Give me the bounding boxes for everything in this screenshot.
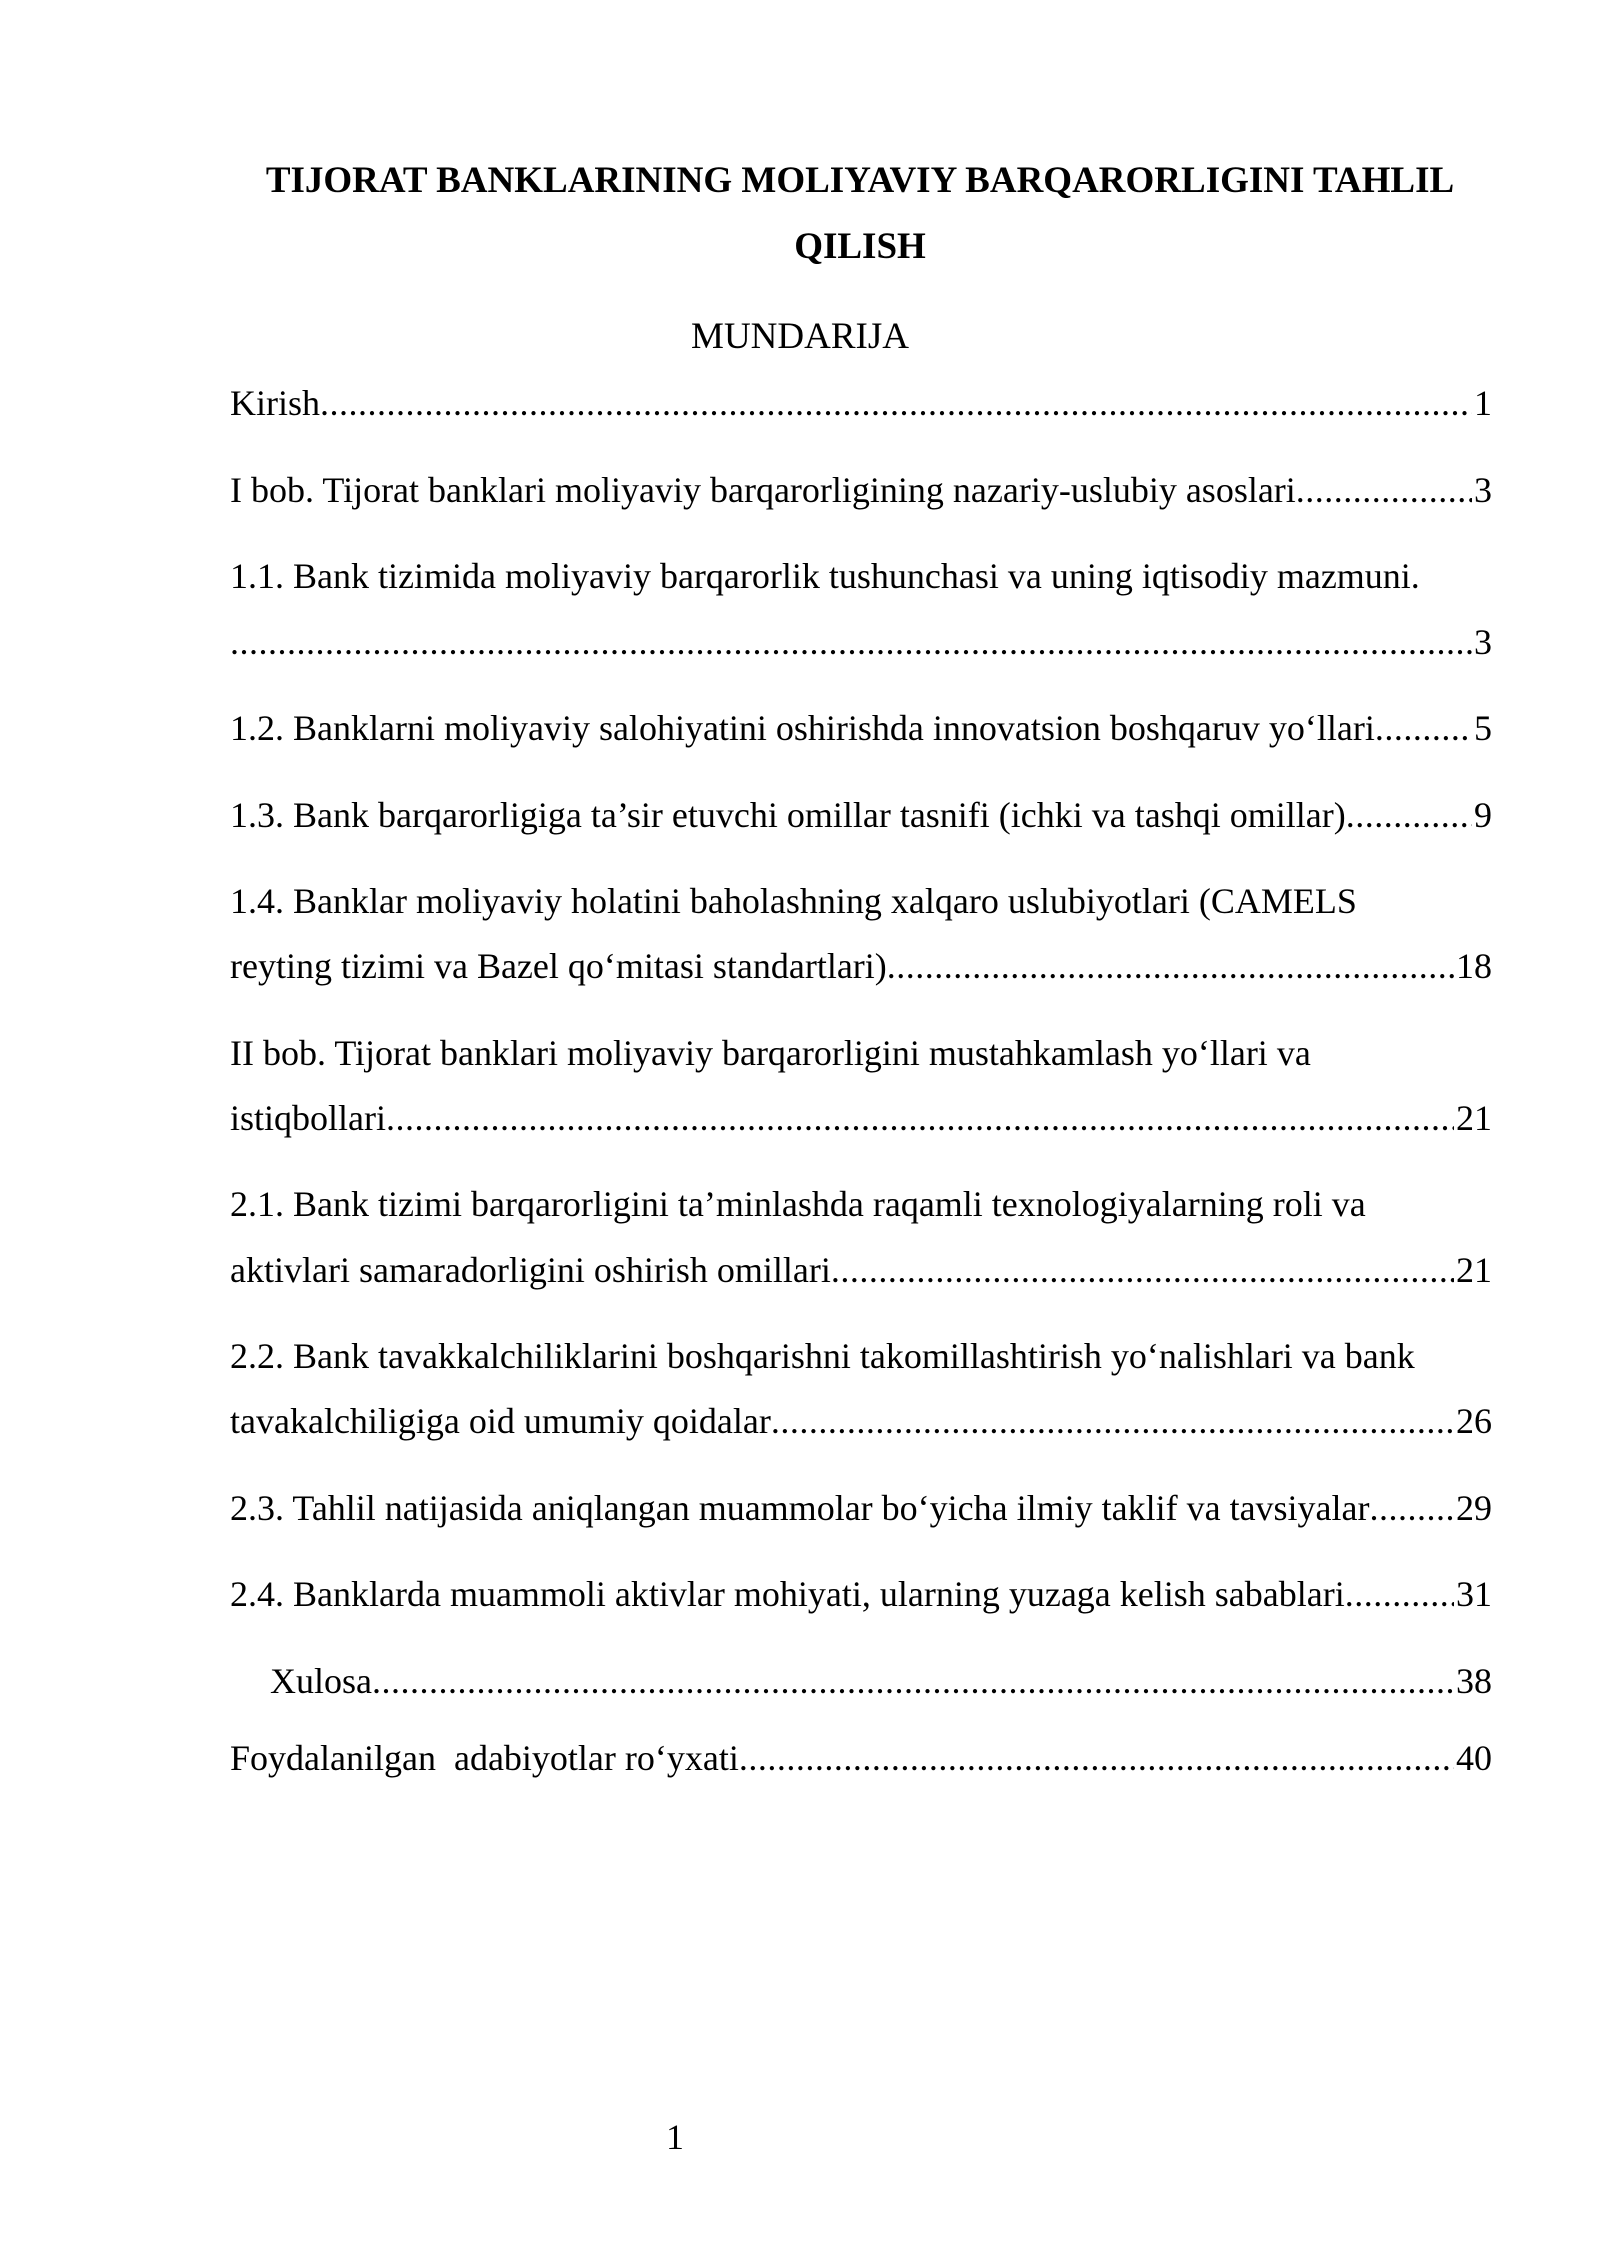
toc-entry-page: 26 bbox=[1456, 1401, 1492, 1441]
toc-entry-page: 5 bbox=[1474, 708, 1492, 748]
document-title-line-2: QILISH bbox=[794, 226, 926, 267]
toc-entry-text: 2.4. Banklarda muammoli aktivlar mohiyati, ularning yuzaga kelish sabablari bbox=[230, 1574, 1345, 1614]
toc-entry-page: 40 bbox=[1456, 1738, 1492, 1778]
toc-entry-text: istiqbollari bbox=[230, 1098, 386, 1138]
toc-entry-page: 9 bbox=[1474, 795, 1492, 835]
toc-entry-text: aktivlari samaradorligini oshirish omillari bbox=[230, 1250, 831, 1290]
toc-entry-xulosa[interactable] bbox=[270, 1656, 1492, 1706]
toc-dot-leader bbox=[771, 1396, 1454, 1446]
toc-entry-1-4-line-1[interactable]: 1.4. Banklar moliyaviy holatini baholashning xalqaro uslubiyotlari (CAMELS bbox=[230, 881, 1357, 921]
toc-entry-page: 3 bbox=[1474, 622, 1492, 662]
toc-entry-chapter-2-line-1[interactable]: II bob. Tijorat banklari moliyaviy barqarorligini mustahkamlash yo‘llari va bbox=[230, 1033, 1311, 1073]
toc-dot-leader bbox=[372, 1656, 1454, 1706]
toc-entry-text: Foydalanilgan adabiyotlar ro‘yxati bbox=[230, 1738, 739, 1778]
toc-entry-page: 29 bbox=[1456, 1488, 1492, 1528]
toc-entry-text: 1.3. Bank barqarorligiga ta’sir etuvchi omillar tasnifi (ichki va tashqi omillar) bbox=[230, 795, 1346, 835]
page-number: 1 bbox=[666, 2117, 684, 2157]
toc-entry-chapter-1[interactable] bbox=[230, 465, 1492, 515]
toc-entry-1-3[interactable] bbox=[230, 790, 1492, 840]
toc-dot-leader bbox=[739, 1733, 1454, 1783]
toc-entry-2-3[interactable] bbox=[230, 1483, 1492, 1533]
toc-entry-bibliography[interactable] bbox=[230, 1733, 1492, 1783]
toc-heading: MUNDARIJA bbox=[691, 316, 909, 357]
document-title-line-1: TIJORAT BANKLARINING MOLIYAVIY BARQARORLIGINI TAHLIL bbox=[265, 160, 1455, 201]
toc-entry-text: Kirish bbox=[230, 383, 320, 423]
toc-dot-leader bbox=[386, 1093, 1454, 1143]
table-of-contents bbox=[230, 0, 1492, 1800]
toc-dot-leader bbox=[1296, 465, 1472, 515]
toc-entry-page: 38 bbox=[1456, 1661, 1492, 1701]
toc-dot-leader bbox=[1370, 1483, 1454, 1533]
toc-dot-leader bbox=[1375, 703, 1472, 753]
toc-dot-leader bbox=[1346, 790, 1472, 840]
toc-entry-page: 21 bbox=[1456, 1250, 1492, 1290]
toc-entry-2-1-line-1[interactable]: 2.1. Bank tizimi barqarorligini ta’minlashda raqamli texnologiyalarning roli va bbox=[230, 1184, 1366, 1224]
toc-dot-leader bbox=[887, 941, 1454, 991]
toc-entry-text: Xulosa bbox=[270, 1661, 372, 1701]
toc-dot-leader bbox=[1345, 1569, 1454, 1619]
toc-entry-kirish[interactable] bbox=[230, 378, 1492, 428]
toc-dot-leader bbox=[230, 617, 1472, 667]
toc-dot-leader bbox=[831, 1245, 1454, 1295]
toc-entry-2-4[interactable] bbox=[230, 1569, 1492, 1619]
toc-entry-1-2[interactable] bbox=[230, 703, 1492, 753]
toc-entry-2-2[interactable] bbox=[230, 1396, 1492, 1446]
toc-entry-page: 21 bbox=[1456, 1098, 1492, 1138]
toc-entry-page: 3 bbox=[1474, 470, 1492, 510]
toc-entry-text: I bob. Tijorat banklari moliyaviy barqarorligining nazariy-uslubiy asoslari bbox=[230, 470, 1296, 510]
toc-entry-text: tavakalchiligiga oid umumiy qoidalar bbox=[230, 1401, 771, 1441]
toc-entry-page: 1 bbox=[1474, 383, 1492, 423]
toc-entry-text: 1.2. Banklarni moliyaviy salohiyatini oshirishda innovatsion boshqaruv yo‘llari bbox=[230, 708, 1375, 748]
toc-entry-2-1[interactable] bbox=[230, 1245, 1492, 1295]
toc-entry-page: 18 bbox=[1456, 946, 1492, 986]
toc-entry-1-4[interactable] bbox=[230, 941, 1492, 991]
toc-entry-chapter-2[interactable] bbox=[230, 1093, 1492, 1143]
toc-dot-leader bbox=[320, 378, 1472, 428]
toc-entry-1-1[interactable] bbox=[230, 617, 1492, 667]
toc-entry-text: reyting tizimi va Bazel qo‘mitasi standartlari) bbox=[230, 946, 887, 986]
toc-entry-page: 31 bbox=[1456, 1574, 1492, 1614]
toc-entry-2-2-line-1[interactable]: 2.2. Bank tavakkalchiliklarini boshqarishni takomillashtirish yo‘nalishlari va bank bbox=[230, 1336, 1415, 1376]
toc-entry-1-1-line-1[interactable]: 1.1. Bank tizimida moliyaviy barqarorlik tushunchasi va uning iqtisodiy mazmuni. bbox=[230, 556, 1420, 596]
toc-entry-text: 2.3. Tahlil natijasida aniqlangan muammolar bo‘yicha ilmiy taklif va tavsiyalar bbox=[230, 1488, 1370, 1528]
